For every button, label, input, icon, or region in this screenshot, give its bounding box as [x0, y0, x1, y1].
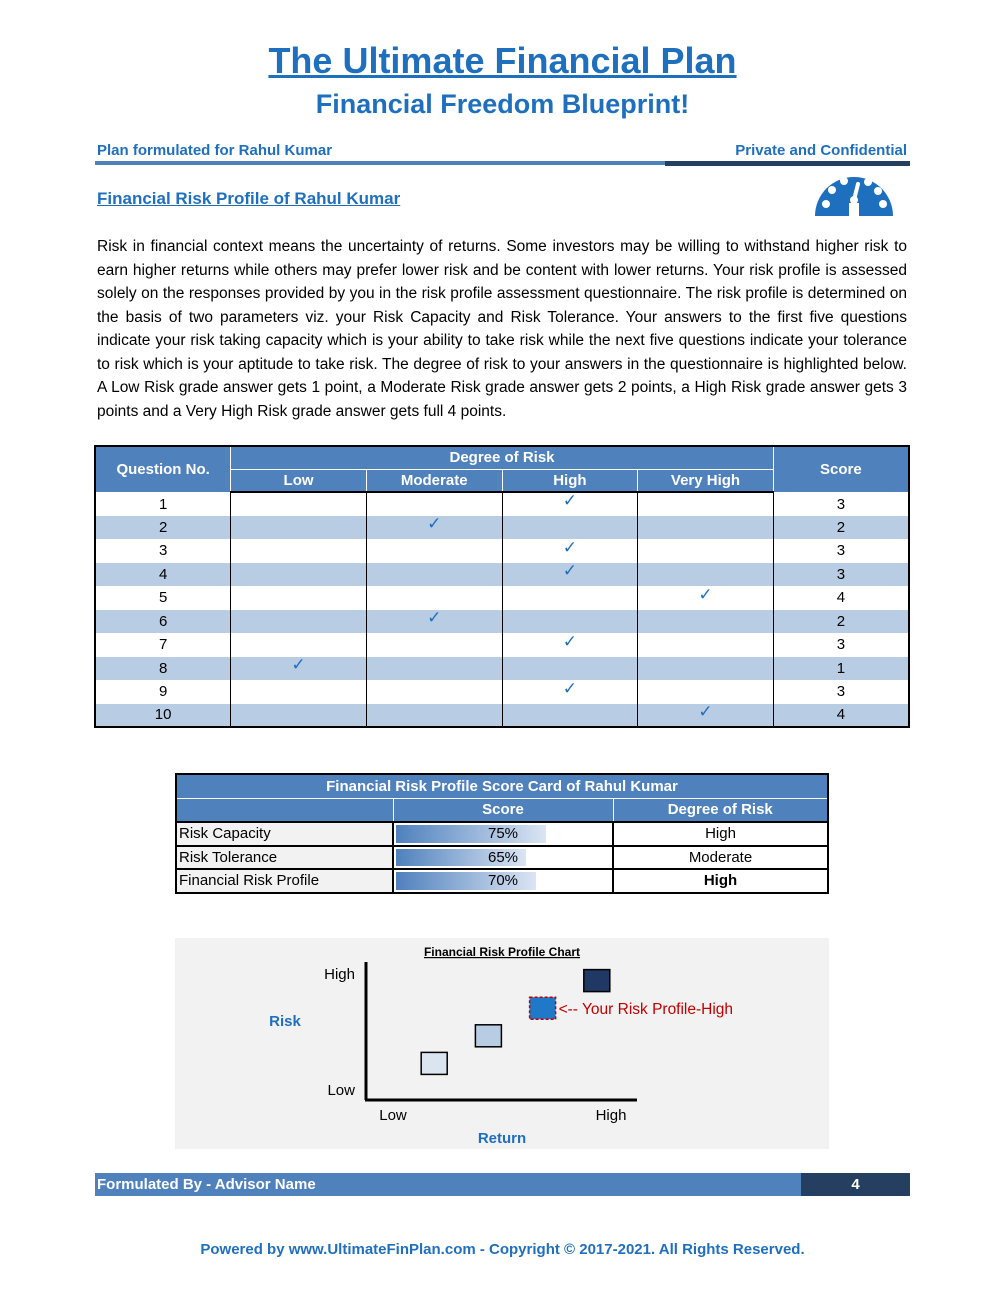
score-percent: 65%: [487, 848, 519, 866]
header-divider-accent: [665, 161, 910, 166]
header-divider: [95, 161, 665, 165]
risk-level-cell: [366, 539, 502, 563]
checkmark-icon: ✓: [698, 584, 713, 604]
risk-profile-chart: [175, 938, 829, 1149]
table-row: [95, 657, 909, 681]
question-number: 4: [95, 563, 231, 587]
page-title: The Ultimate Financial Plan: [268, 40, 737, 81]
risk-point-high: [530, 997, 556, 1019]
risk-level-cell: [231, 586, 367, 610]
footer-page-number: 4: [801, 1173, 910, 1196]
table-row: [95, 633, 909, 657]
risk-level-cell: [502, 492, 638, 516]
page-subtitle: Financial Freedom Blueprint!: [315, 89, 690, 119]
x-tick-high: High: [595, 1107, 627, 1124]
question-score: 3: [773, 680, 909, 704]
risk-level-cell: [366, 516, 502, 540]
checkmark-icon: ✓: [562, 537, 577, 557]
checkmark-icon: ✓: [698, 701, 713, 721]
risk-level-cell: [638, 680, 774, 704]
risk-level-cell: [638, 516, 774, 540]
checkmark-icon: ✓: [427, 514, 442, 534]
score-card-degree: High: [613, 869, 828, 893]
level-header-very-high: Very High: [638, 469, 774, 492]
table-row: [95, 680, 909, 704]
risk-level-cell: [231, 633, 367, 657]
question-score: 2: [773, 516, 909, 540]
score-card-row: [176, 822, 828, 846]
risk-description-paragraph: Risk in financial context means the uncertainty of returns. Some investors may be willing to withstand higher risk to earn higher returns while others may prefer lower risk and be content with lower returns. Your risk profile is assessed solely on the responses provided by you in the risk profile assessment questionnaire. The risk profile is determined on the basis of two parameters viz. your Risk Capacity and Risk Tolerance. Your answers to the first five questions indicate your risk taking capacity which is your ability to take risk while the next five questions indicate your tolerance to risk which is your aptitude to take risk. The degree of risk to your answers in the questionnaire is highlighted below. A Low Risk grade answer gets 1 point, a Moderate Risk grade answer gets 2 points, a High Risk grade answer gets 3 points and a Very High Risk grade answer gets full 4 points.: [97, 238, 907, 420]
risk-level-cell: [502, 516, 638, 540]
chart-svg: [175, 938, 829, 1149]
score-card-degree: High: [613, 822, 828, 846]
risk-level-cell: [366, 704, 502, 728]
question-score: 3: [773, 492, 909, 516]
question-score: 1: [773, 657, 909, 681]
risk-level-cell: [502, 610, 638, 634]
question-score: 4: [773, 586, 909, 610]
risk-level-cell: [366, 492, 502, 516]
risk-level-cell: [638, 492, 774, 516]
gauge-icon: [813, 172, 895, 216]
risk-level-cell: [502, 704, 638, 728]
table-row: [95, 704, 909, 728]
score-card-table: [175, 773, 829, 894]
risk-level-cell: [502, 539, 638, 563]
risk-level-cell: [366, 680, 502, 704]
degree-of-risk-header: Degree of Risk: [231, 446, 774, 469]
risk-level-cell: [366, 633, 502, 657]
checkmark-icon: ✓: [562, 678, 577, 698]
risk-level-cell: [638, 610, 774, 634]
risk-level-cell: [231, 657, 367, 681]
question-score: 2: [773, 610, 909, 634]
section-title: Financial Risk Profile of Rahul Kumar: [97, 189, 401, 208]
risk-point-very-high: [584, 970, 610, 992]
checkmark-icon: ✓: [427, 608, 442, 628]
table-row: [95, 610, 909, 634]
table-row: [95, 539, 909, 563]
score-card-label: Financial Risk Profile: [176, 869, 393, 893]
checkmark-icon: ✓: [562, 491, 577, 511]
risk-level-cell: [366, 563, 502, 587]
question-number: 9: [95, 680, 231, 704]
question-number: 10: [95, 704, 231, 728]
question-score: 4: [773, 704, 909, 728]
question-number: 6: [95, 610, 231, 634]
score-card-blank-header: [176, 798, 393, 822]
risk-level-cell: [231, 516, 367, 540]
risk-level-cell: [502, 680, 638, 704]
risk-questionnaire-table: [94, 445, 910, 728]
profile-annotation: <-- Your Risk Profile-High: [558, 1001, 734, 1019]
question-number: 1: [95, 492, 231, 516]
question-no-header: Question No.: [95, 446, 231, 492]
checkmark-icon: ✓: [562, 561, 577, 581]
level-header-moderate: Moderate: [366, 469, 502, 492]
risk-level-cell: [502, 657, 638, 681]
question-number: 2: [95, 516, 231, 540]
x-axis-label: Return: [477, 1130, 527, 1147]
question-number: 7: [95, 633, 231, 657]
score-percent: 75%: [487, 825, 519, 843]
table-row: [95, 492, 909, 516]
question-number: 8: [95, 657, 231, 681]
risk-level-cell: [638, 657, 774, 681]
risk-level-cell: [638, 586, 774, 610]
risk-level-cell: [231, 610, 367, 634]
risk-level-cell: [638, 633, 774, 657]
score-card-degree-header: Degree of Risk: [613, 798, 828, 822]
score-card-label: Risk Tolerance: [176, 846, 393, 870]
score-header: Score: [773, 446, 909, 492]
question-number: 5: [95, 586, 231, 610]
risk-point-moderate: [475, 1025, 501, 1047]
plan-for-label: Plan formulated for Rahul Kumar: [97, 142, 333, 159]
checkmark-icon: ✓: [291, 655, 306, 675]
risk-level-cell: [366, 586, 502, 610]
risk-level-cell: [231, 563, 367, 587]
risk-level-cell: [502, 586, 638, 610]
level-header-high: High: [502, 469, 638, 492]
risk-point-low: [421, 1052, 447, 1074]
score-card-label: Risk Capacity: [176, 822, 393, 846]
risk-level-cell: [502, 633, 638, 657]
risk-level-cell: [638, 701, 774, 728]
table-row: [95, 586, 909, 610]
risk-level-cell: [502, 563, 638, 587]
score-bar-cell: [393, 869, 613, 893]
question-score: 3: [773, 539, 909, 563]
table-row: [95, 563, 909, 587]
score-bar-cell: [393, 846, 613, 870]
score-bar-cell: [393, 822, 613, 846]
powered-by-link[interactable]: Powered by www.UltimateFinPlan.com - Copyright © 2017-2021. All Rights Reserved.: [200, 1241, 805, 1258]
question-number: 3: [95, 539, 231, 563]
risk-level-cell: [366, 610, 502, 634]
x-tick-low: Low: [379, 1107, 407, 1124]
footer-formulated-by: Formulated By - Advisor Name: [95, 1173, 801, 1196]
risk-level-cell: [231, 539, 367, 563]
score-percent: 70%: [487, 872, 519, 890]
score-card-score-header: Score: [393, 798, 613, 822]
table-row: [95, 516, 909, 540]
level-header-low: Low: [231, 469, 367, 492]
y-tick-low: Low: [327, 1082, 355, 1099]
y-axis-label: Risk: [269, 1013, 301, 1030]
score-card-row: [176, 846, 828, 870]
risk-level-cell: [638, 539, 774, 563]
score-card-title: Financial Risk Profile Score Card of Rahul Kumar: [176, 774, 828, 798]
question-score: 3: [773, 563, 909, 587]
question-score: 3: [773, 633, 909, 657]
risk-level-cell: [231, 492, 367, 516]
confidential-label: Private and Confidential: [735, 142, 907, 159]
risk-level-cell: [366, 657, 502, 681]
score-card-row: [176, 869, 828, 893]
risk-level-cell: [231, 704, 367, 728]
risk-level-cell: [231, 680, 367, 704]
risk-level-cell: [638, 563, 774, 587]
chart-title: Financial Risk Profile Chart: [423, 945, 581, 959]
y-tick-high: High: [324, 966, 355, 983]
checkmark-icon: ✓: [562, 631, 577, 651]
score-card-degree: Moderate: [613, 846, 828, 870]
